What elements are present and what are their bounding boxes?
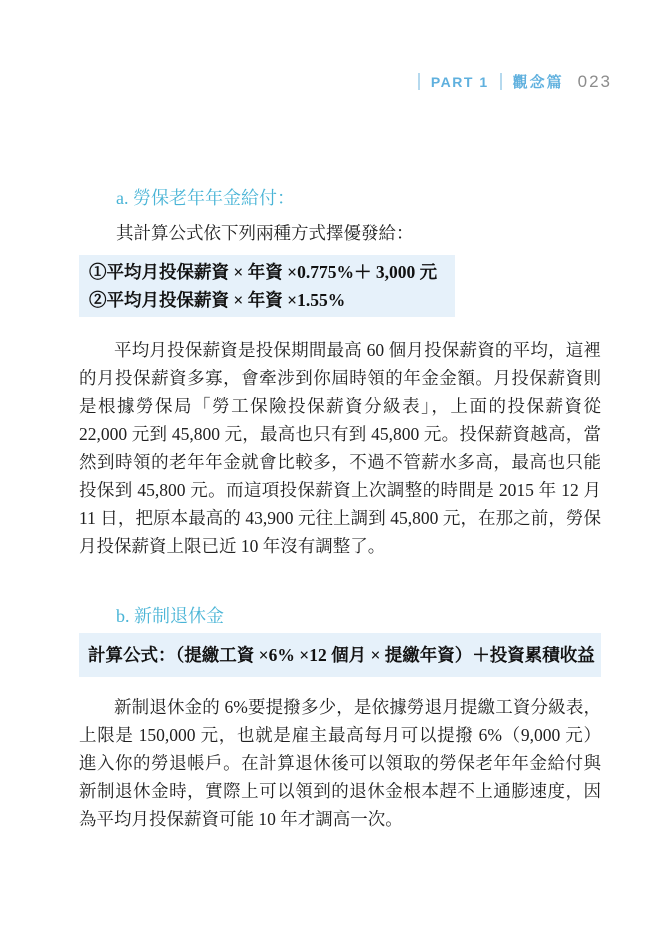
section-label: 觀念篇	[512, 74, 564, 91]
formula-box-b	[79, 633, 601, 677]
content-column	[79, 184, 601, 833]
section-b-paragraph: 新制退休金的 6%要提撥多少，是依據勞退月提繳工資分級表，上限是 150,000 元，也就是雇主最高每月可以提撥 6%（9,000 元）進入你的勞退帳戶。在計算退休後可以領取的勞保老年年金給付與新制退休金時，實際上可以領到的退休金根本趕不上通膨速度，因為平均月投保薪資可能 10 年才調高一次。	[79, 697, 601, 829]
formula-a-line-1: ①平均月投保薪資 × 年資 ×0.775%＋ 3,000 元	[89, 262, 438, 282]
formula-b-line-1: 計算公式：（提繳工資 ×6% ×12 個月 × 提繳年資）＋投資累積收益	[88, 645, 595, 665]
formula-a-line-2: ②平均月投保薪資 × 年資 ×1.55%	[89, 290, 346, 310]
section-a-intro: 其計算公式依下列兩種方式擇優發給：	[116, 223, 414, 243]
header-separator-bar	[418, 73, 420, 90]
formula-box-a	[79, 255, 455, 317]
header-separator-bar	[500, 73, 502, 90]
part-label: PART 1	[430, 73, 489, 90]
section-b-heading: b. 新制退休金	[116, 606, 224, 626]
section-a-heading: a. 勞保老年年金給付：	[116, 188, 295, 208]
page-number: 023	[577, 71, 612, 91]
section-a-paragraph: 平均月投保薪資是投保期間最高 60 個月投保薪資的平均，這裡的月投保薪資多寡，會牽涉到你屆時領的年金金額。月投保薪資則是根據勞保局「勞工保險投保薪資分級表」，上面的投保薪資從 22,000 元到 45,800 元，最高也只有到 45,800 元。投保薪資越高，當然到時領的老年年金就會比較多，不過不管薪水多高，最高也只能投保到 45,800 元。而這項投保薪資上次調整的時間是 2015 年 12 月 11 日，把原本最高的 43,900 元往上調到 45,800 元，在那之前，勞保月投保薪資上限已近 10 年沒有調整了。	[79, 340, 601, 556]
page-header	[418, 71, 612, 92]
